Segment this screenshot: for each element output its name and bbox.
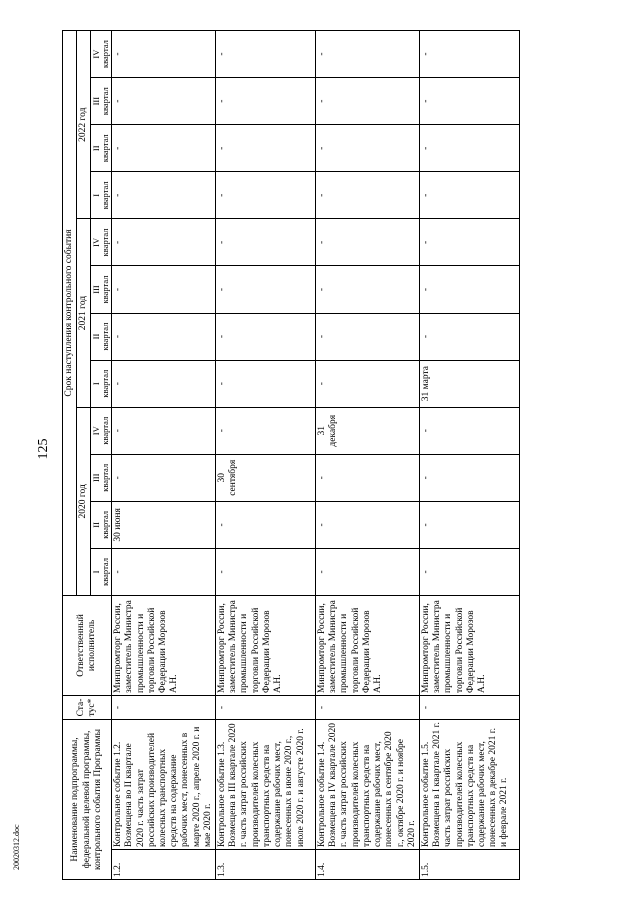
quarter-header [91, 219, 112, 266]
quarter-number: II [91, 522, 102, 528]
term-cell: - [112, 407, 216, 454]
control-events-table [62, 30, 520, 880]
term-cell: - [216, 501, 316, 548]
rotated-page-content [62, 30, 637, 880]
table-body [112, 31, 520, 880]
quarter-word: квартал [100, 322, 111, 351]
term-cell: - [316, 501, 420, 548]
term-cell: - [216, 172, 316, 219]
term-cell: - [112, 454, 216, 501]
header-year-2021: 2021 год [77, 219, 91, 407]
document-filename: 20020312.doc [12, 824, 21, 870]
quarter-word: квартал [100, 87, 111, 116]
header-year-2022: 2022 год [77, 31, 91, 219]
quarter-number: II [91, 145, 102, 152]
quarter-number: III [91, 285, 102, 294]
term-cell: - [112, 219, 216, 266]
quarter-word: квартал [100, 181, 111, 210]
event-status: - [419, 695, 519, 719]
quarter-number: IV [91, 426, 102, 436]
term-cell: - [216, 219, 316, 266]
event-name: Контрольное событие 1.3. Возмещена в III квартале 2020 г. часть затрат российских производителей колесных транспортных средств на содержание рабочих мест, понесенных в июне 2020 г., июле 2020 г. и августе 2020 г. [216, 719, 316, 849]
term-cell: - [216, 313, 316, 360]
term-cell: - [419, 172, 519, 219]
term-cell: - [112, 78, 216, 125]
term-cell: - [216, 31, 316, 78]
row-number: 1.2. [112, 850, 216, 880]
header-responsible: Ответственный исполнитель [63, 595, 112, 695]
quarter-word: квартал [100, 228, 111, 257]
quarter-header [91, 172, 112, 219]
responsible-executor: Минпромторг России, заместитель Министра промышленности и торговли Российской Федерации Морозов А.Н. [316, 595, 420, 695]
quarter-header [91, 313, 112, 360]
term-cell: - [316, 125, 420, 172]
term-cell: - [216, 360, 316, 407]
row-number: 1.4. [316, 850, 420, 880]
term-cell: - [419, 548, 519, 595]
term-cell: - [419, 454, 519, 501]
term-cell: - [419, 313, 519, 360]
term-cell: 31 марта [419, 360, 519, 407]
quarter-number: I [91, 193, 102, 197]
quarter-header [91, 501, 112, 548]
term-cell: 30 июня [112, 501, 216, 548]
term-cell: - [216, 78, 316, 125]
event-status: - [112, 695, 216, 719]
term-cell: - [316, 172, 420, 219]
quarter-number: I [91, 382, 102, 386]
quarter-word: квартал [100, 416, 111, 445]
term-cell: - [316, 266, 420, 313]
term-cell: - [112, 360, 216, 407]
row-number: 1.5. [419, 850, 519, 880]
term-cell: - [316, 360, 420, 407]
quarter-word: квартал [100, 40, 111, 68]
term-cell: - [316, 454, 420, 501]
event-name: Контрольное событие 1.4. Возмещена в IV квартале 2020 г. часть затрат российских производителей колесных транспортных средств на содержание рабочих мест, понесенных в сентябре 2020 г., октябре 2020 г. и ноябре 2020 г. [316, 719, 420, 849]
quarter-number: IV [91, 49, 102, 59]
quarter-number: I [91, 570, 102, 574]
term-cell: - [112, 266, 216, 313]
quarter-number: III [91, 473, 102, 483]
term-cell: - [316, 78, 420, 125]
quarter-header [91, 78, 112, 125]
quarter-header [91, 125, 112, 172]
table-row [316, 31, 420, 880]
quarter-number: IV [91, 237, 102, 247]
term-cell: - [419, 125, 519, 172]
term-cell: - [419, 78, 519, 125]
term-cell: - [419, 31, 519, 78]
term-cell: - [112, 125, 216, 172]
event-status: - [316, 695, 420, 719]
row-number: 1.3. [216, 850, 316, 880]
responsible-executor: Минпромторг России, заместитель Министра промышленности и торговли Российской Федерации Морозов А.Н. [216, 595, 316, 695]
term-cell: - [316, 313, 420, 360]
table-row [112, 31, 216, 880]
term-cell: - [216, 407, 316, 454]
table-row [216, 31, 316, 880]
quarter-header [91, 454, 112, 501]
quarter-number: II [91, 333, 102, 340]
term-cell: - [112, 31, 216, 78]
quarter-word: квартал [100, 134, 111, 163]
header-name: Наименование подпрограммы, федеральной целевой программы, контрольного события Программы [63, 719, 112, 879]
quarter-word: квартал [100, 369, 111, 398]
quarter-word: квартал [100, 463, 111, 492]
term-cell: - [216, 125, 316, 172]
term-cell: - [419, 219, 519, 266]
term-cell: - [216, 266, 316, 313]
header-term: Срок наступления контрольного события [63, 31, 77, 596]
term-cell: - [112, 548, 216, 595]
quarter-number: III [91, 96, 102, 106]
quarter-header [91, 266, 112, 313]
term-cell: - [316, 31, 420, 78]
term-cell: - [112, 313, 216, 360]
quarter-header [91, 407, 112, 454]
term-cell: 30 сентября [216, 454, 316, 501]
responsible-executor: Минпромторг России, заместитель Министра промышленности и торговли Российской Федерации Морозов А.Н. [112, 595, 216, 695]
header-status: Ста-тус* [63, 695, 112, 719]
quarter-header [91, 31, 112, 78]
term-cell: - [419, 501, 519, 548]
quarter-header [91, 548, 112, 595]
quarter-word: квартал [100, 275, 111, 304]
header-year-2020: 2020 год [77, 407, 91, 595]
quarter-word: квартал [100, 510, 111, 539]
table-row [419, 31, 519, 880]
term-cell: - [419, 407, 519, 454]
term-cell: - [316, 548, 420, 595]
term-cell: - [216, 548, 316, 595]
term-cell: 31 декабря [316, 407, 420, 454]
responsible-executor: Минпромторг России, заместитель Министра промышленности и торговли Российской Федерации Морозов А.Н. [419, 595, 519, 695]
term-cell: - [316, 219, 420, 266]
page-number: 125 [36, 438, 51, 460]
term-cell: - [112, 172, 216, 219]
quarter-word: квартал [100, 558, 111, 586]
term-cell: - [419, 266, 519, 313]
quarter-header [91, 360, 112, 407]
event-name: Контрольное событие 1.5. Возмещена в I квартале 2021 г. часть затрат российских производителей колесных транспортных средств на содержание рабочих мест, понесенных в декабре 2021 г. и феврале 2021 г. [419, 719, 519, 849]
event-status: - [216, 695, 316, 719]
event-name: Контрольное событие 1.2. Возмещена во II квартале 2020 г. часть затрат российских производителей колесных транспортных средств на содержание рабочих мест, понесенных в марте 2020 г., апреле 2020 г. и мае 2020 г. [112, 719, 216, 849]
